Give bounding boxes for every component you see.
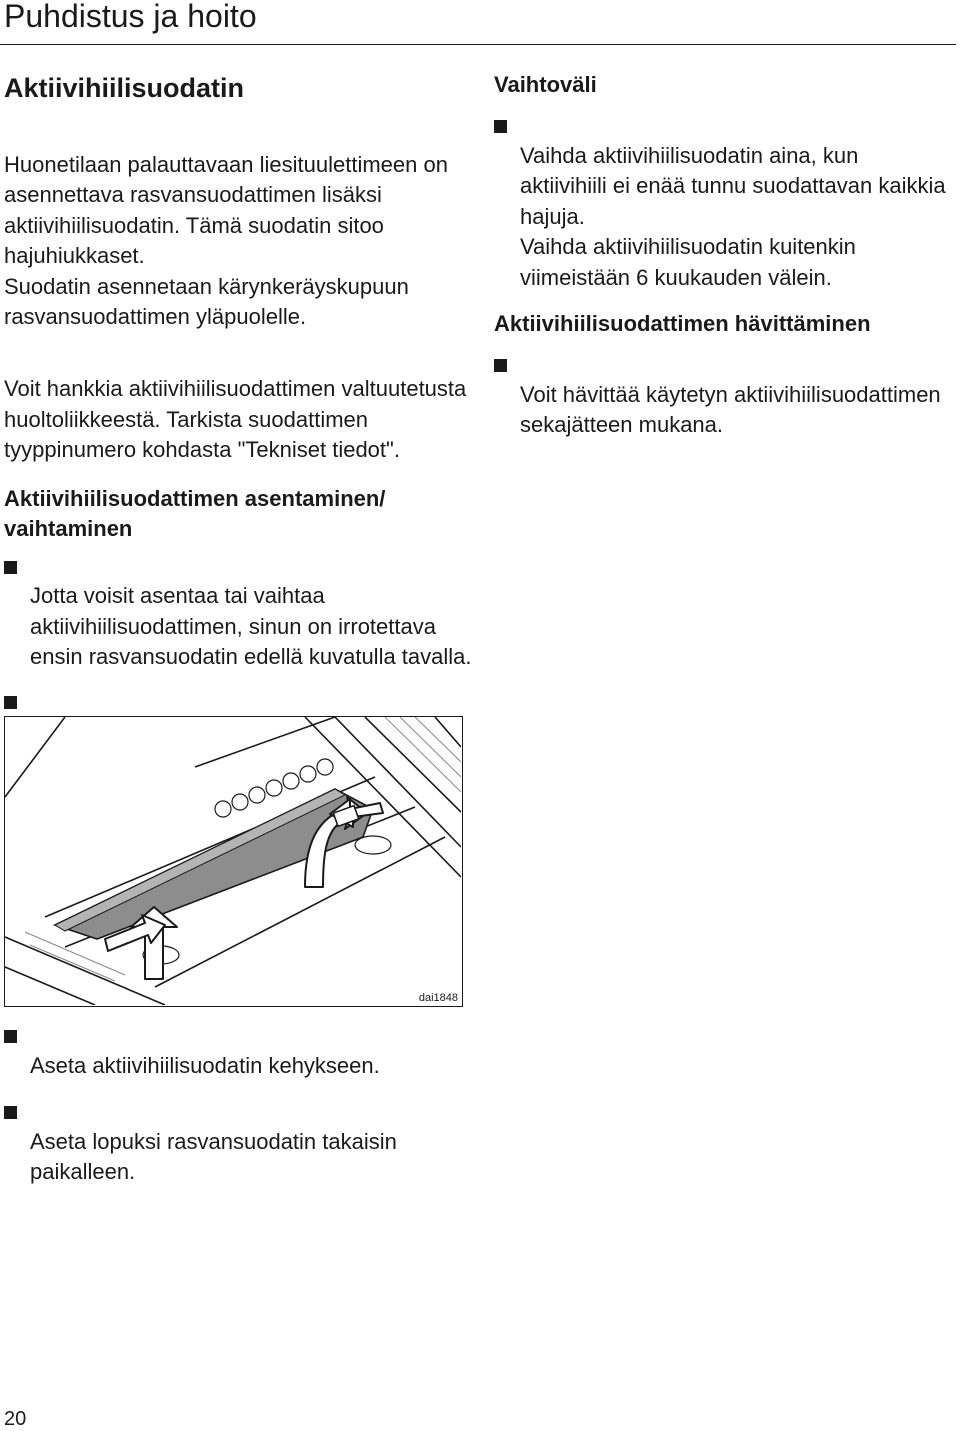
install-step-1 xyxy=(4,551,474,673)
bullet-square-icon xyxy=(4,1030,17,1043)
bullet-square-icon xyxy=(494,120,507,133)
figure-label: dai1848 xyxy=(418,992,458,1004)
filter-installation-illustration xyxy=(4,716,463,1007)
install-step-1-text: Jotta voisit asentaa tai vaihtaa aktiivihiilisuodattimen, sinun on irrotettava ensin rasvansuodatin edellä kuvatulla tavalla. xyxy=(30,583,472,669)
final-step-1-text: Aseta aktiivihiilisuodatin kehykseen. xyxy=(30,1052,380,1078)
page-title: Puhdistus ja hoito xyxy=(4,0,257,34)
right-column xyxy=(494,70,950,441)
hood-edge-line xyxy=(5,717,65,797)
bullet-square-icon xyxy=(4,1106,17,1119)
final-step-2-text: Aseta lopuksi rasvansuodatin takaisin paikalleen. xyxy=(30,1128,397,1184)
hood-edge-line xyxy=(5,937,165,1005)
bullet-square-icon xyxy=(4,561,17,574)
intro-text: Huonetilaan palauttavaan liesituulettimeen on asennettava rasvansuodattimen lisäksi aktiivihiilisuodatin. Tämä suodatin sitoo hajuhiukkaset. Suodatin asennetaan kärynkeräyskupuun rasvansuodattimen yläpuolelle. xyxy=(4,151,448,329)
purchase-paragraph xyxy=(4,344,474,466)
interval-step-1 xyxy=(494,110,950,293)
disposal-step-1-text: Voit hävittää käytetyn aktiivihiilisuodattimen sekajätteen mukana. xyxy=(520,381,941,437)
disposal-step-1 xyxy=(494,349,950,441)
hood-edge-line xyxy=(435,717,461,747)
filter-installation-drawing xyxy=(5,717,461,1005)
bullet-square-icon xyxy=(4,696,17,709)
disposal-steps-list xyxy=(494,349,950,441)
final-steps-column xyxy=(4,1020,474,1188)
hood-edge-line xyxy=(5,967,95,1005)
left-column xyxy=(4,70,474,747)
frame-rail-line xyxy=(195,717,335,767)
interval-title: Vaihtoväli xyxy=(494,72,597,97)
carbon-filter-shape xyxy=(55,789,373,939)
disposal-title: Aktiivihiilisuodattimen hävittäminen xyxy=(494,311,871,336)
install-title: Aktiivihiilisuodattimen asentaminen/ vaihtaminen xyxy=(4,485,386,541)
intro-paragraph xyxy=(4,119,474,333)
title-divider xyxy=(0,44,956,45)
final-step-1 xyxy=(4,1020,474,1081)
interval-steps-list xyxy=(494,110,950,293)
page-number: 20 xyxy=(4,1408,27,1430)
purchase-text: Voit hankkia aktiivihiilisuodattimen valtuutetusta huoltoliikkeestä. Tarkista suodattimen tyyppinumero kohdasta "Tekniset tiedot". xyxy=(4,376,467,462)
final-steps-list xyxy=(4,1020,474,1188)
bullet-square-icon xyxy=(494,359,507,372)
final-step-2 xyxy=(4,1096,474,1188)
section-title-activated-carbon-filter: Aktiivihiilisuodatin xyxy=(4,73,245,103)
interval-step-1-text: Vaihda aktiivihiilisuodatin aina, kun aktiivihiili ei enää tunnu suodattavan kaikkia hajuja. Vaihda aktiivihiilisuodatin kuitenkin viimeistään 6 kuukauden välein. xyxy=(520,142,946,290)
